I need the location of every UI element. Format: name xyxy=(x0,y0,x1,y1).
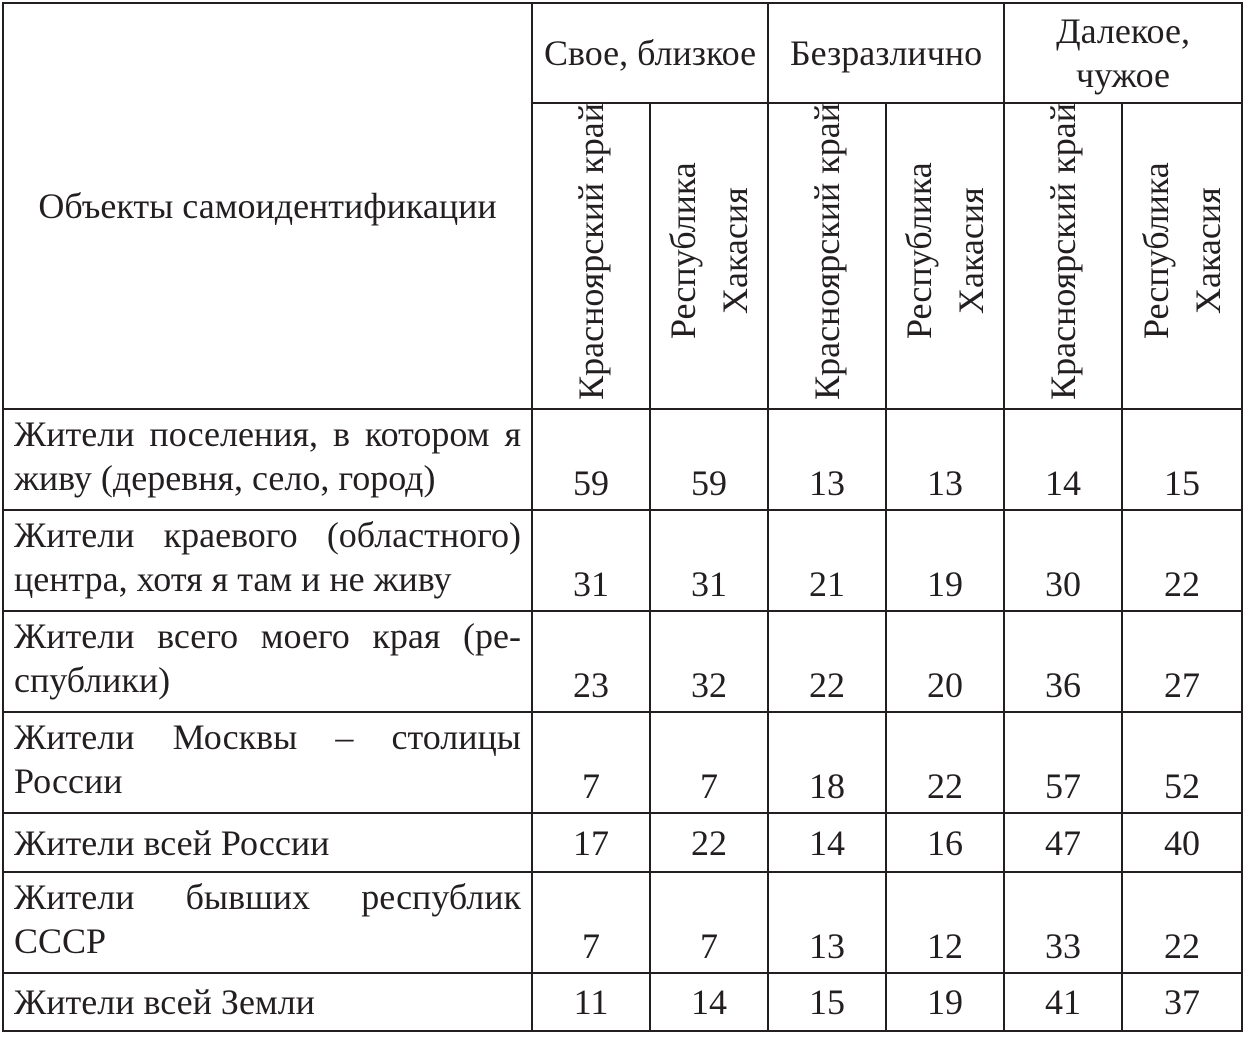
value-cell: 57 xyxy=(1004,712,1122,813)
value-cell: 21 xyxy=(768,510,886,611)
row-label: Жители Москвы – столицы России xyxy=(3,712,532,813)
group-header-own-close: Свое, близкое xyxy=(532,3,768,103)
value-cell: 7 xyxy=(532,712,650,813)
group-header-far-alien: Далекое, чужое xyxy=(1004,3,1242,103)
row-label: Жители краевого (областного) центра, хотя я там и не живу xyxy=(3,510,532,611)
value-cell: 7 xyxy=(650,872,768,973)
value-cell: 30 xyxy=(1004,510,1122,611)
value-cell: 37 xyxy=(1122,973,1242,1031)
table-row xyxy=(3,813,1242,872)
group-header-indifferent: Безразлично xyxy=(768,3,1004,103)
value-cell: 11 xyxy=(532,973,650,1031)
value-cell: 13 xyxy=(768,872,886,973)
subheader-cell xyxy=(1122,103,1242,409)
value-cell: 32 xyxy=(650,611,768,712)
value-cell: 22 xyxy=(650,813,768,872)
table-row xyxy=(3,409,1242,510)
value-cell: 22 xyxy=(768,611,886,712)
subheader-krasnoyarsk-1: Красноярский край xyxy=(571,102,611,400)
value-cell: 31 xyxy=(532,510,650,611)
value-cell: 47 xyxy=(1004,813,1122,872)
table-row xyxy=(3,611,1242,712)
header-row-groups xyxy=(3,3,1242,103)
subheader-cell xyxy=(768,103,886,409)
table-row xyxy=(3,510,1242,611)
value-cell: 36 xyxy=(1004,611,1122,712)
subheader-cell xyxy=(532,103,650,409)
value-cell: 13 xyxy=(768,409,886,510)
subheader-khakassia-1: Республика Хакасия xyxy=(663,162,755,340)
value-cell: 52 xyxy=(1122,712,1242,813)
survey-table xyxy=(2,2,1243,1032)
value-cell: 22 xyxy=(1122,510,1242,611)
value-cell: 15 xyxy=(1122,409,1242,510)
value-cell: 59 xyxy=(650,409,768,510)
corner-label: Объекты самоидентификации xyxy=(3,3,532,409)
value-cell: 19 xyxy=(886,510,1004,611)
value-cell: 23 xyxy=(532,611,650,712)
value-cell: 15 xyxy=(768,973,886,1031)
value-cell: 7 xyxy=(650,712,768,813)
subheader-cell xyxy=(650,103,768,409)
value-cell: 12 xyxy=(886,872,1004,973)
row-label: Жители всей Земли xyxy=(3,973,532,1031)
value-cell: 14 xyxy=(768,813,886,872)
value-cell: 59 xyxy=(532,409,650,510)
row-label: Жители поселения, в котором я живу (деревня, село, город) xyxy=(3,409,532,510)
value-cell: 13 xyxy=(886,409,1004,510)
value-cell: 14 xyxy=(1004,409,1122,510)
value-cell: 14 xyxy=(650,973,768,1031)
value-cell: 19 xyxy=(886,973,1004,1031)
subheader-khakassia-2: Республика Хакасия xyxy=(899,162,992,340)
table-row xyxy=(3,973,1242,1031)
value-cell: 22 xyxy=(1122,872,1242,973)
value-cell: 17 xyxy=(532,813,650,872)
subheader-khakassia-3: Республика Хакасия xyxy=(1136,162,1229,340)
value-cell: 31 xyxy=(650,510,768,611)
table-row xyxy=(3,872,1242,973)
value-cell: 7 xyxy=(532,872,650,973)
value-cell: 20 xyxy=(886,611,1004,712)
subheader-cell xyxy=(1004,103,1122,409)
value-cell: 33 xyxy=(1004,872,1122,973)
subheader-krasnoyarsk-2: Красноярский край xyxy=(807,102,848,400)
subheader-cell xyxy=(886,103,1004,409)
table-row xyxy=(3,712,1242,813)
row-label: Жители бывших республик СССР xyxy=(3,872,532,973)
value-cell: 22 xyxy=(886,712,1004,813)
value-cell: 16 xyxy=(886,813,1004,872)
value-cell: 18 xyxy=(768,712,886,813)
subheader-krasnoyarsk-3: Красноярский край xyxy=(1043,102,1084,400)
row-label: Жители всей России xyxy=(3,813,532,872)
value-cell: 27 xyxy=(1122,611,1242,712)
row-label: Жители всего моего края (ре-спублики) xyxy=(3,611,532,712)
value-cell: 40 xyxy=(1122,813,1242,872)
value-cell: 41 xyxy=(1004,973,1122,1031)
